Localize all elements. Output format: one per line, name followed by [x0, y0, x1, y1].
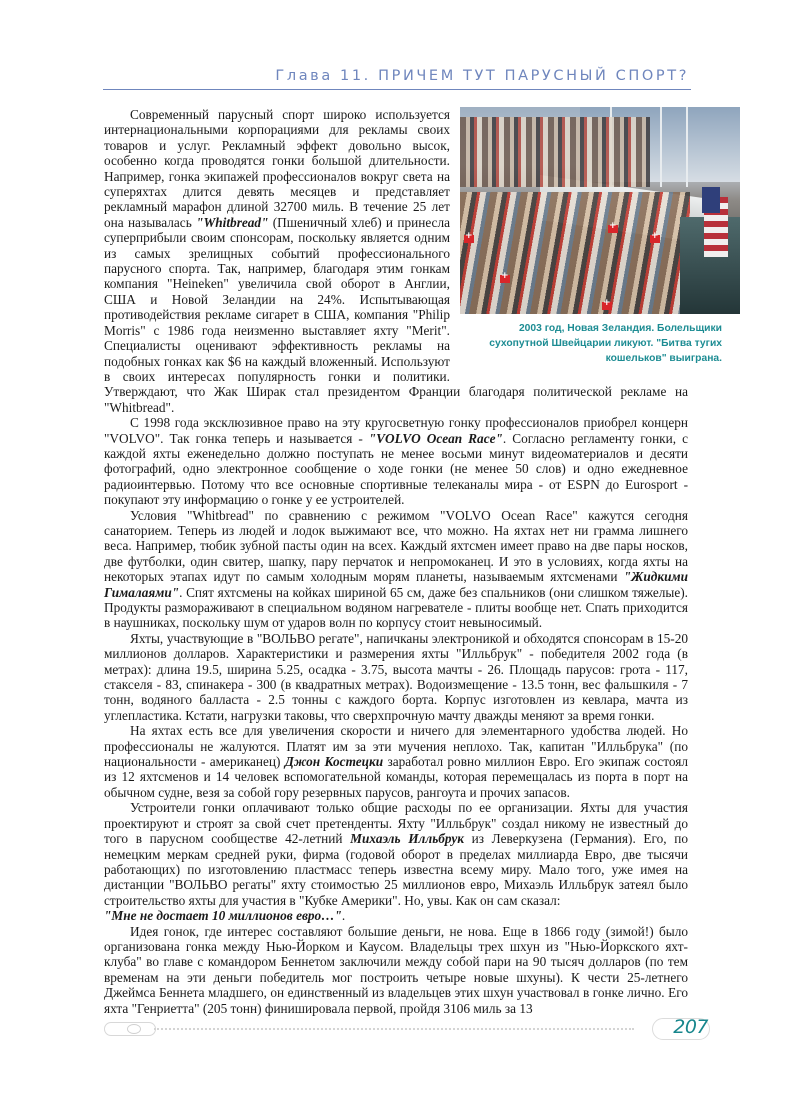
page-number: 207 [673, 1016, 708, 1038]
rope-divider [154, 1028, 634, 1030]
quote: "Мне не достает 10 миллионов евро…" [104, 908, 342, 924]
crowd-on-yacht-photo [460, 107, 740, 314]
swiss-flag-icon [608, 225, 618, 233]
paragraph-5: На яхтах есть все для увеличения скорости и ничего для элементарного удобства людей. Но профессионалы не жалуются. Платят им за эти мучения неплохо. Так, капитан "Илльбрука" (по национальности - американец) Джон Костецки заработал ровно миллион Евро. Его экипаж состоял из 12 яхтсменов и 14 человек вспомогательной команды, которая перемещалась из порта в порт на обычном судне, везя за собой гору резервных парусов, рангоута и прочих запасов. [104, 723, 688, 800]
paragraph-1: Современный парусный спорт широко используется интернациональными корпорациями для рекламы своих товаров и услуг. Рекламный эффект довольно высок, особенно когда проводятся гонки большой длительности. Например, гонка экипажей профессионалов вокруг света на суперяхтах длится девять месяцев и представляет рекламный марафон длиной 32700 миль. В течение 25 лет она называлась "Whitbread" (Пшеничный хлеб) и принесла суперприбыли своим спонсорам, поскольку является одним из самых зрелищных событий профессионального парусного спорта. Так, например, благодаря этим гонкам компания "Heineken" увеличила свой оборот в Англии, США и Новой Зеландии на 24%. Испытывающая противодействия рекламе сигарет в США, компания "Philip Morris" с 1986 года неизменно выставляет яхту "Merit". Специалисты оценивают эффективность рекламы на подобных гонках как $6 на каждый вложенный. Используют в своих интересах популярность гонки и политики. Утверждают, что Жак Ширак стал президентом Франции благодаря политической рекламе на "Whitbread". [104, 107, 688, 415]
emphasis: "Жидкими Гималаями" [104, 569, 688, 600]
paragraph-2: С 1998 года эксклюзивное право на эту кругосветную гонку профессионалов приобрел концерн "VOLVO". Так гонка теперь и называется - "VOLVO Ocean Race". Согласно регламенту гонки, с каждой яхты еженедельно должно поступать не менее восьми минут видеоматериалов и десяти фотографий, одно электронное сообщение о ходе гонки (не менее 50 слов) и одно ежедневное радиоинтервью. Потому что все основные спортивные телеканалы мира - от ESPN до Eurosport - покупают эту информацию о гонке у ее устроителей. [104, 415, 688, 508]
paragraph-3: Условия "Whitbread" по сравнению с режимом "VOLVO Ocean Race" кажутся сегодня санаторием. Теперь из людей и лодок выжимают все, что можно. На яхтах нет ни грамма лишнего веса. Например, тюбик зубной пасты один на всех. Каждый яхтсмен имеет право на две пары носков, две футболки, один свитер, шапку, пару перчаток и непромоканец. И это в условиях, когда яхты на некоторых этапах идут по самым холодным морям планеты, называемым яхтсменами "Жидкими Гималаями". Спят яхтсмены на койках шириной 65 см, даже без спальников (они слишком тяжелые). Продукты размораживают в специальном водяном нагревателе - плиты вообще нет. Спать приходится в наушниках, поскольку шум от ударов волн по корпусу стоит невыносимый. [104, 507, 688, 631]
emphasis: Михаэль Илльбрук [350, 831, 465, 847]
swiss-flag-icon [650, 235, 660, 243]
paragraph-6: Устроители гонки оплачивают только общие расходы по ее организации. Яхты для участия проектируют и строят за свой счет претенденты. Яхту "Илльбрук" создал никому не известный до того в парусном сообществе 42-летний Михаэль Илльбрук из Леверкузена (Германия). Его, по немецким меркам средней руки, фирма (годовой оборот в пределах миллиарда Евро, две тысячи работающих) по изготовлению пластмасс теперь известна всему миру. Мало того, уже имея на дистанции "ВОЛЬВО регаты" яхту стоимостью 25 миллионов евро, Михаэль Илльбрук затеял было строительство яхты для участия в "Кубке Америки". Но, увы. Как он сам сказал: "Мне не достает 10 миллионов евро…". [104, 800, 689, 924]
emphasis: "VOLVO Ocean Race" [368, 430, 503, 446]
page-footer [104, 1016, 708, 1046]
rope-knot-icon [104, 1022, 156, 1036]
paragraph-4: Яхты, участвующие в "ВОЛЬВО регате", напичканы электроникой и обходятся спонсорам в 15-20 миллионов долларов. Характеристики и размерения яхты "Илльбрук" - победителя 2002 года (в метрах): длина 19.5, ширина 5.25, осадка - 3.75, высота мачты - 26. Площадь парусов: грота - 117, стакселя - 83, спинакера - 300 (в квадратных метрах). Водоизмещение - 13.5 тонн, вес фальшкиля - 7 тонн, водяного балласта - 2.5 тонны с каждого борта. Корпус изготовлен из кевлара, мачта из углепластика. Кстати, нагрузки таковы, что сверхпрочную мачту дважды меняют за время гонки. [104, 630, 688, 723]
article-body [104, 107, 722, 1016]
chapter-title: Глава 11. ПРИЧЕМ ТУТ ПАРУСНЫЙ СПОРТ? [275, 68, 689, 84]
swiss-flag-icon [500, 275, 510, 283]
figure [460, 107, 740, 367]
running-header [103, 62, 691, 90]
paragraph-7: Идея гонок, где интерес составляют большие деньги, не нова. Еще в 1866 году (зимой!) было организована гонка между Нью-Йорком и Каусом. Владельцы трех шхун из "Нью-Йоркского яхт-клуба" во главе с командором Беннетом заключили между собой пари на 90 тысяч долларов (по тем временам на эти деньги победитель мог построить четыре новые шхуны). К чести 25-летнего Джеймса Беннета младшего, он единственный из владельцев этих шхун участвовал в гонке лично. Его яхта "Генриетта" (205 тонн) финишировала первой, пройдя 3106 миль за 13 [104, 923, 688, 1016]
us-flag-icon [704, 197, 728, 257]
emphasis: Джон Костецки [284, 754, 384, 770]
swiss-flag-icon [602, 302, 612, 310]
emphasis: "Whitbread" [196, 214, 269, 230]
figure-caption: 2003 год, Новая Зеландия. Болельщики сухопутной Швейцарии ликуют. "Битва тугих кошельков" выиграна. [489, 323, 722, 365]
swiss-flag-icon [464, 235, 474, 243]
